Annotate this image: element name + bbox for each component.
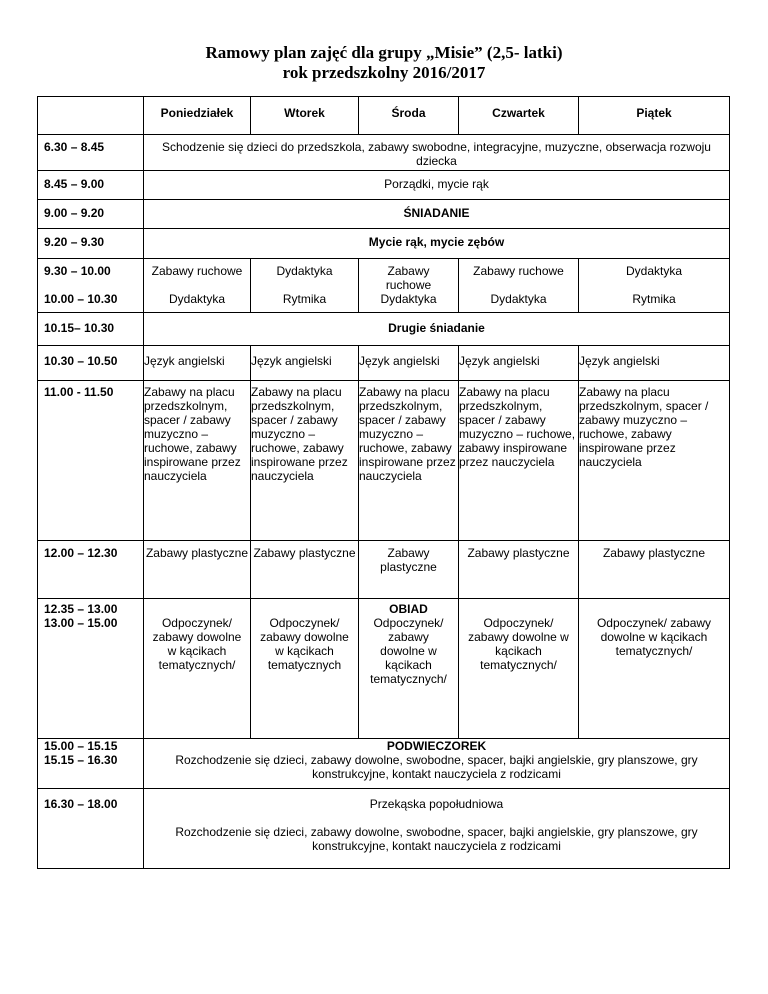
table-row [38,313,730,346]
activity-cell: Odpoczynek/ zabawy dowolne w kącikach tematycznych [251,599,359,739]
lunch-label: OBIAD [389,602,428,616]
activity-cell: Drugie śniadanie [144,313,730,346]
activity-line: Dydaktyka [168,292,226,306]
time-cell: 10.15– 10.30 [38,313,144,346]
day-header-monday: Poniedziałek [144,97,251,135]
time-cell: 11.00 - 11.50 [38,381,144,541]
activity-cell [144,259,251,313]
activity-cell [579,259,730,313]
time-cell: 8.45 – 9.00 [38,171,144,200]
day-header-tuesday: Wtorek [251,97,359,135]
day-header-wednesday: Środa [359,97,459,135]
table-row [38,229,730,259]
time-cell [38,739,144,789]
activity-cell: Schodzenie się dzieci do przedszkola, zabawy swobodne, integracyjne, muzyczne, obserwacja rozwoju dziecka [144,135,730,171]
afternoon-tea-label: PODWIECZOREK [386,739,487,753]
activity-cell: Język angielski [579,346,730,381]
time-line-2: 15.15 – 16.30 [44,753,118,767]
activity-text: Odpoczynek/ zabawy dowolne w kącikach tematycznych/ [370,616,447,686]
activity-line: Zabawy ruchowe [151,264,243,278]
activity-cell [251,259,359,313]
activity-cell: Język angielski [144,346,251,381]
table-row [38,259,730,313]
activity-cell: Zabawy plastyczne [459,541,579,599]
activity-line: Zabawy ruchowe [473,264,564,278]
activity-cell: Zabawy plastyczne [359,541,459,599]
activity-cell: ŚNIADANIE [144,200,730,229]
activity-cell: Odpoczynek/ zabawy dowolne w kącikach tematycznych/ [579,599,730,739]
activity-cell: Zabawy ruchowe Dydaktyka [359,259,459,313]
table-row [38,541,730,599]
day-header-friday: Piątek [579,97,730,135]
activity-cell: Zabawy plastyczne [579,541,730,599]
document-title: Ramowy plan zajęć dla grupy „Misie” (2,5- latki) [205,43,563,62]
activity-cell [144,739,730,789]
table-row [38,599,730,739]
time-line-2: 10.00 – 10.30 [44,292,118,306]
time-cell [38,259,144,313]
time-cell: 9.00 – 9.20 [38,200,144,229]
time-cell [38,599,144,739]
activity-cell: Zabawy na placu przedszkolnym, spacer / zabawy muzyczno – ruchowe, zabawy inspirowane przez nauczyciela [579,381,730,541]
time-cell: 10.30 – 10.50 [38,346,144,381]
activity-text: Rozchodzenie się dzieci, zabawy dowolne, swobodne, spacer, bajki angielskie, gry planszowe, gry konstrukcyjne, kontakt nauczyciela z rodzicami [175,753,698,781]
activity-cell [144,789,730,869]
activity-cell: Zabawy na placu przedszkolnym, spacer / zabawy muzyczno – ruchowe, zabawy inspirowane przez nauczyciela [459,381,579,541]
activity-line: Dydaktyka [490,292,547,306]
day-header-thursday: Czwartek [459,97,579,135]
table-row [38,789,730,869]
time-line-1: 12.35 – 13.00 [44,602,118,616]
activity-cell: Odpoczynek/ zabawy dowolne w kącikach tematycznych/ [144,599,251,739]
time-line-1: 15.00 – 15.15 [44,739,118,753]
activity-cell: Zabawy plastyczne [251,541,359,599]
time-line-2: 13.00 – 15.00 [44,616,118,630]
time-cell: 9.20 – 9.30 [38,229,144,259]
activity-line: Rytmika [282,292,327,306]
header-empty [38,97,144,135]
activity-cell: Zabawy na placu przedszkolnym, spacer / zabawy muzyczno – ruchowe, zabawy inspirowane przez nauczyciela [251,381,359,541]
activity-line: Dydaktyka [625,264,683,278]
time-cell: 12.00 – 12.30 [38,541,144,599]
activity-cell: Odpoczynek/ zabawy dowolne w kącikach tematycznych/ [459,599,579,739]
table-row [38,739,730,789]
activity-cell [359,599,459,739]
schedule-table [37,96,730,869]
activity-cell: Zabawy na placu przedszkolnym, spacer / zabawy muzyczno – ruchowe, zabawy inspirowane przez nauczyciela [359,381,459,541]
table-row [38,200,730,229]
snack-label: Przekąska popołudniowa [369,797,504,811]
activity-line: Dydaktyka [276,264,333,278]
activity-line: Rytmika [632,292,676,306]
activity-cell: Mycie rąk, mycie zębów [144,229,730,259]
activity-cell: Zabawy na placu przedszkolnym, spacer / zabawy muzyczno – ruchowe, zabawy inspirowane przez nauczyciela [144,381,251,541]
activity-cell: Zabawy plastyczne [144,541,251,599]
activity-cell: Język angielski [359,346,459,381]
time-line-1: 9.30 – 10.00 [44,264,111,278]
table-row [38,135,730,171]
activity-text: Rozchodzenie się dzieci, zabawy dowolne, swobodne, spacer, bajki angielskie, gry planszowe, gry konstrukcyjne, kontakt nauczyciela z rodzicami [175,825,698,853]
activity-cell: Porządki, mycie rąk [144,171,730,200]
document-subtitle: rok przedszkolny 2016/2017 [282,63,486,82]
activity-cell: Język angielski [251,346,359,381]
header-row [38,97,730,135]
activity-cell [459,259,579,313]
activity-cell: Język angielski [459,346,579,381]
time-cell: 16.30 – 18.00 [38,789,144,869]
table-row [38,346,730,381]
table-row [38,171,730,200]
time-cell: 6.30 – 8.45 [38,135,144,171]
table-row [38,381,730,541]
